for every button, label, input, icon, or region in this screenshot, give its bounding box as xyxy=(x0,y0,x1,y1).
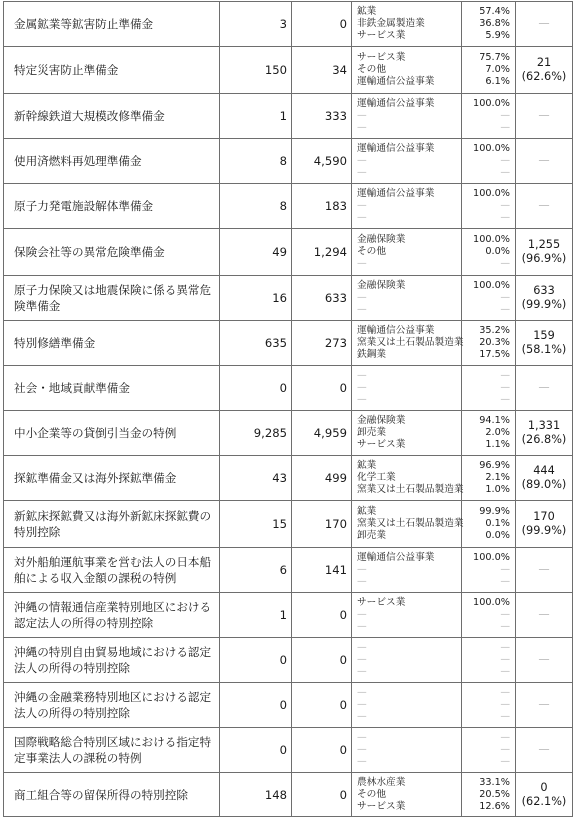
top-amount-value: — xyxy=(538,381,550,394)
table-row xyxy=(4,456,573,501)
top-amount-value: (26.8%) xyxy=(521,433,567,446)
count-cell: 1 xyxy=(220,94,292,139)
count-cell: 0 xyxy=(220,366,292,411)
industry-name: — xyxy=(357,654,367,665)
share-cell xyxy=(462,321,516,366)
share-cell xyxy=(462,456,516,501)
industry-name: その他 xyxy=(357,788,387,800)
industry-cell xyxy=(352,229,462,276)
industry-share: — xyxy=(500,666,510,677)
industry-share: 100.0% xyxy=(473,234,510,245)
industry-name: — xyxy=(357,382,367,393)
industry-name: 卸売業 xyxy=(357,427,387,438)
industry-share: 35.2% xyxy=(479,325,510,336)
top-amount-cell xyxy=(516,366,573,411)
table-row xyxy=(4,139,573,184)
industry-name: — xyxy=(357,200,367,211)
top-amount-cell xyxy=(516,411,573,456)
industry-share: — xyxy=(500,699,510,710)
industry-name: その他 xyxy=(357,246,387,257)
industry-name: — xyxy=(357,212,367,223)
amount-cell: 141 xyxy=(292,548,352,593)
count-cell: 0 xyxy=(220,638,292,683)
industry-name: 金融保険業 xyxy=(357,234,406,245)
industry-name: — xyxy=(357,122,367,133)
count-cell: 43 xyxy=(220,456,292,501)
share-cell xyxy=(462,229,516,276)
industry-share: — xyxy=(500,292,510,303)
share-cell xyxy=(462,593,516,638)
industry-name: — xyxy=(357,304,367,315)
industry-share: — xyxy=(500,744,510,755)
industry-share: — xyxy=(500,258,510,269)
top-amount-value: (99.9%) xyxy=(521,298,567,311)
table-row xyxy=(4,548,573,593)
table-row xyxy=(4,184,573,229)
industry-name: — xyxy=(357,609,367,620)
industry-name: — xyxy=(357,167,367,178)
top-amount-value: 159 xyxy=(533,329,555,342)
industry-cell xyxy=(352,2,462,47)
measure-name-cell: 中小企業等の貸倒引当金の特例 xyxy=(4,411,220,456)
top-amount-value: — xyxy=(538,653,550,666)
industry-name: — xyxy=(357,711,367,722)
industry-name: 運輸通信公益事業 xyxy=(357,98,435,109)
industry-name: — xyxy=(357,621,367,632)
industry-name: サービス業 xyxy=(357,52,406,63)
industry-share: — xyxy=(500,110,510,121)
industry-name: — xyxy=(357,732,367,743)
table-row xyxy=(4,411,573,456)
industry-share: — xyxy=(500,621,510,632)
industry-name: — xyxy=(357,155,367,166)
top-amount-value: — xyxy=(538,743,550,756)
industry-share: — xyxy=(500,711,510,722)
amount-cell: 4,959 xyxy=(292,411,352,456)
industry-share: 100.0% xyxy=(473,552,510,563)
industry-share: — xyxy=(500,756,510,767)
industry-share: 1.1% xyxy=(485,439,510,450)
share-cell xyxy=(462,548,516,593)
share-cell xyxy=(462,2,516,47)
industry-cell xyxy=(352,728,462,773)
industry-cell xyxy=(352,456,462,501)
industry-name: — xyxy=(357,564,367,575)
table-row xyxy=(4,638,573,683)
industry-name: 金融保険業 xyxy=(357,280,406,291)
measure-name-cell: 原子力保険又は地震保険に係る異常危険準備金 xyxy=(4,276,220,321)
count-cell: 148 xyxy=(220,773,292,817)
industry-share: — xyxy=(500,642,510,653)
top-amount-cell xyxy=(516,548,573,593)
industry-share: 0.1% xyxy=(485,518,510,529)
table-row xyxy=(4,683,573,728)
industry-cell xyxy=(352,548,462,593)
amount-cell: 499 xyxy=(292,456,352,501)
table-row xyxy=(4,47,573,94)
amount-cell: 170 xyxy=(292,501,352,548)
industry-share: 2.1% xyxy=(485,472,510,483)
industry-cell xyxy=(352,411,462,456)
amount-cell: 273 xyxy=(292,321,352,366)
industry-name: 窯業又は土石製品製造業 xyxy=(357,518,464,529)
table-row xyxy=(4,321,573,366)
table-row xyxy=(4,773,573,817)
measure-name-cell: 探鉱準備金又は海外探鉱準備金 xyxy=(4,456,220,501)
industry-share: 75.7% xyxy=(479,52,510,63)
industry-share: 7.0% xyxy=(485,64,510,75)
share-cell xyxy=(462,683,516,728)
industry-name: 農林水産業 xyxy=(357,776,406,788)
count-cell: 16 xyxy=(220,276,292,321)
top-amount-value: — xyxy=(538,109,550,122)
industry-share: 2.0% xyxy=(485,427,510,438)
industry-name: — xyxy=(357,576,367,587)
industry-share: 100.0% xyxy=(473,597,510,608)
top-amount-cell xyxy=(516,773,573,817)
industry-share: 100.0% xyxy=(473,280,510,291)
industry-cell xyxy=(352,638,462,683)
count-cell: 8 xyxy=(220,184,292,229)
industry-name: — xyxy=(357,744,367,755)
count-cell: 15 xyxy=(220,501,292,548)
table-row xyxy=(4,501,573,548)
amount-cell: 0 xyxy=(292,593,352,638)
table-row xyxy=(4,2,573,47)
industry-share: — xyxy=(500,394,510,405)
industry-name: 窯業又は土石製品製造業 xyxy=(357,337,464,348)
industry-name: 運輸通信公益事業 xyxy=(357,76,435,87)
measure-name-cell: 社会・地域貢献準備金 xyxy=(4,366,220,411)
amount-cell: 0 xyxy=(292,683,352,728)
industry-name: 化学工業 xyxy=(357,472,396,483)
industry-share: — xyxy=(500,212,510,223)
industry-share: 94.1% xyxy=(479,415,510,426)
measure-name-cell: 保険会社等の異常危険準備金 xyxy=(4,229,220,276)
measure-name-cell: 国際戦略総合特別区域における指定特定事業法人の課税の特例 xyxy=(4,728,220,773)
top-amount-value: — xyxy=(538,17,550,30)
top-amount-value: (62.1%) xyxy=(521,794,567,808)
top-amount-cell xyxy=(516,184,573,229)
industry-name: — xyxy=(357,666,367,677)
industry-name: — xyxy=(357,258,367,269)
industry-name: 運輸通信公益事業 xyxy=(357,325,435,336)
industry-share: — xyxy=(500,200,510,211)
top-amount-cell xyxy=(516,94,573,139)
measure-name-cell: 特定災害防止準備金 xyxy=(4,47,220,94)
amount-cell: 0 xyxy=(292,2,352,47)
industry-name: — xyxy=(357,699,367,710)
industry-cell xyxy=(352,139,462,184)
industry-share: — xyxy=(500,122,510,133)
industry-cell xyxy=(352,47,462,94)
top-amount-value: — xyxy=(538,199,550,212)
industry-cell xyxy=(352,366,462,411)
top-amount-value: (89.0%) xyxy=(521,478,567,491)
industry-name: 運輸通信公益事業 xyxy=(357,143,435,154)
top-amount-value: — xyxy=(538,563,550,576)
industry-name: 窯業又は土石製品製造業 xyxy=(357,484,464,495)
industry-name: — xyxy=(357,370,367,381)
top-amount-cell xyxy=(516,683,573,728)
industry-share: — xyxy=(500,564,510,575)
industry-share: — xyxy=(500,382,510,393)
industry-share: — xyxy=(500,687,510,698)
share-cell xyxy=(462,94,516,139)
industry-share: 96.9% xyxy=(479,460,510,471)
amount-cell: 0 xyxy=(292,773,352,817)
industry-share: 5.9% xyxy=(485,30,510,41)
industry-cell xyxy=(352,773,462,817)
count-cell: 9,285 xyxy=(220,411,292,456)
amount-cell: 633 xyxy=(292,276,352,321)
industry-name: 鉄鋼業 xyxy=(357,349,387,360)
industry-name: 金融保険業 xyxy=(357,415,406,426)
industry-share: 57.4% xyxy=(479,6,510,17)
count-cell: 0 xyxy=(220,683,292,728)
industry-share: — xyxy=(500,167,510,178)
top-amount-value: (58.1%) xyxy=(521,343,567,356)
industry-cell xyxy=(352,94,462,139)
industry-share: 99.9% xyxy=(479,506,510,517)
share-cell xyxy=(462,47,516,94)
count-cell: 1 xyxy=(220,593,292,638)
share-cell xyxy=(462,276,516,321)
amount-cell: 0 xyxy=(292,366,352,411)
amount-cell: 34 xyxy=(292,47,352,94)
top-amount-value: — xyxy=(538,608,550,621)
top-amount-value: 1,255 xyxy=(527,238,561,251)
industry-name: — xyxy=(357,394,367,405)
industry-name: — xyxy=(357,642,367,653)
share-cell xyxy=(462,728,516,773)
industry-cell xyxy=(352,683,462,728)
share-cell xyxy=(462,139,516,184)
industry-share: 12.6% xyxy=(479,800,510,812)
industry-share: 20.5% xyxy=(479,788,510,800)
table-row xyxy=(4,593,573,638)
share-cell xyxy=(462,501,516,548)
top-amount-cell xyxy=(516,501,573,548)
count-cell: 0 xyxy=(220,728,292,773)
industry-name: — xyxy=(357,687,367,698)
measure-name-cell: 使用済燃料再処理準備金 xyxy=(4,139,220,184)
table-row xyxy=(4,276,573,321)
table-row xyxy=(4,94,573,139)
industry-cell xyxy=(352,501,462,548)
industry-name: — xyxy=(357,292,367,303)
industry-name: サービス業 xyxy=(357,597,406,608)
amount-cell: 1,294 xyxy=(292,229,352,276)
industry-name: 鉱業 xyxy=(357,6,377,17)
top-amount-cell xyxy=(516,638,573,683)
top-amount-value: 1,331 xyxy=(527,419,561,432)
top-amount-value: (62.6%) xyxy=(521,70,567,83)
share-cell xyxy=(462,773,516,817)
top-amount-cell xyxy=(516,728,573,773)
industry-share: 36.8% xyxy=(479,18,510,29)
industry-cell xyxy=(352,593,462,638)
top-amount-cell xyxy=(516,456,573,501)
industry-share: 33.1% xyxy=(479,776,510,788)
top-amount-value: 633 xyxy=(533,284,555,297)
industry-name: 運輸通信公益事業 xyxy=(357,552,435,563)
measure-name-cell: 沖縄の金融業務特別地区における認定法人の所得の特別控除 xyxy=(4,683,220,728)
measure-name-cell: 新幹線鉄道大規模改修準備金 xyxy=(4,94,220,139)
industry-name: 卸売業 xyxy=(357,530,387,541)
share-cell xyxy=(462,366,516,411)
top-amount-cell xyxy=(516,139,573,184)
industry-share: 20.3% xyxy=(479,337,510,348)
industry-share: — xyxy=(500,654,510,665)
amount-cell: 183 xyxy=(292,184,352,229)
industry-name: — xyxy=(357,110,367,121)
industry-name: — xyxy=(357,756,367,767)
measure-name-cell: 新鉱床探鉱費又は海外新鉱床探鉱費の特別控除 xyxy=(4,501,220,548)
industry-name: サービス業 xyxy=(357,439,406,450)
top-amount-cell xyxy=(516,229,573,276)
top-amount-value: 444 xyxy=(533,464,555,477)
industry-name: サービス業 xyxy=(357,800,406,812)
amount-cell: 0 xyxy=(292,728,352,773)
table-row xyxy=(4,728,573,773)
industry-share: — xyxy=(500,576,510,587)
measure-name-cell: 対外船舶運航事業を営む法人の日本船舶による収入金額の課税の特例 xyxy=(4,548,220,593)
industry-share: 6.1% xyxy=(485,76,510,87)
share-cell xyxy=(462,638,516,683)
industry-share: — xyxy=(500,155,510,166)
top-amount-value: 0 xyxy=(540,780,548,794)
top-amount-cell xyxy=(516,593,573,638)
top-amount-value: 21 xyxy=(536,56,552,69)
tax-measures-table xyxy=(3,1,573,817)
industry-cell xyxy=(352,276,462,321)
industry-share: 0.0% xyxy=(485,246,510,257)
industry-share: — xyxy=(500,304,510,315)
top-amount-value: (96.9%) xyxy=(521,252,567,265)
industry-name: 鉱業 xyxy=(357,460,377,471)
industry-share: 1.0% xyxy=(485,484,510,495)
top-amount-cell xyxy=(516,2,573,47)
industry-name: 運輸通信公益事業 xyxy=(357,188,435,199)
table-body xyxy=(4,2,573,817)
industry-share: — xyxy=(500,609,510,620)
count-cell: 3 xyxy=(220,2,292,47)
measure-name-cell: 特別修繕準備金 xyxy=(4,321,220,366)
measure-name-cell: 金属鉱業等鉱害防止準備金 xyxy=(4,2,220,47)
count-cell: 49 xyxy=(220,229,292,276)
industry-share: — xyxy=(500,370,510,381)
industry-share: 100.0% xyxy=(473,98,510,109)
top-amount-value: 170 xyxy=(533,510,555,523)
measure-name-cell: 原子力発電施設解体準備金 xyxy=(4,184,220,229)
measure-name-cell: 沖縄の情報通信産業特別地区における認定法人の所得の特別控除 xyxy=(4,593,220,638)
industry-name: 鉱業 xyxy=(357,506,377,517)
top-amount-cell xyxy=(516,321,573,366)
share-cell xyxy=(462,411,516,456)
amount-cell: 333 xyxy=(292,94,352,139)
count-cell: 635 xyxy=(220,321,292,366)
top-amount-cell xyxy=(516,47,573,94)
measure-name-cell: 商工組合等の留保所得の特別控除 xyxy=(4,773,220,817)
amount-cell: 0 xyxy=(292,638,352,683)
industry-name: その他 xyxy=(357,64,387,75)
top-amount-value: (99.9%) xyxy=(521,524,567,537)
count-cell: 8 xyxy=(220,139,292,184)
amount-cell: 4,590 xyxy=(292,139,352,184)
industry-cell xyxy=(352,321,462,366)
industry-share: 100.0% xyxy=(473,143,510,154)
top-amount-value: — xyxy=(538,698,550,711)
table-row xyxy=(4,366,573,411)
table-row xyxy=(4,229,573,276)
industry-name: 非鉄金属製造業 xyxy=(357,18,425,29)
measure-name-cell: 沖縄の特別自由貿易地域における認定法人の所得の特別控除 xyxy=(4,638,220,683)
industry-share: 0.0% xyxy=(485,530,510,541)
count-cell: 150 xyxy=(220,47,292,94)
top-amount-value: — xyxy=(538,154,550,167)
industry-share: — xyxy=(500,732,510,743)
industry-name: サービス業 xyxy=(357,30,406,41)
industry-share: 100.0% xyxy=(473,188,510,199)
share-cell xyxy=(462,184,516,229)
industry-cell xyxy=(352,184,462,229)
count-cell: 6 xyxy=(220,548,292,593)
industry-share: 17.5% xyxy=(479,349,510,360)
top-amount-cell xyxy=(516,276,573,321)
